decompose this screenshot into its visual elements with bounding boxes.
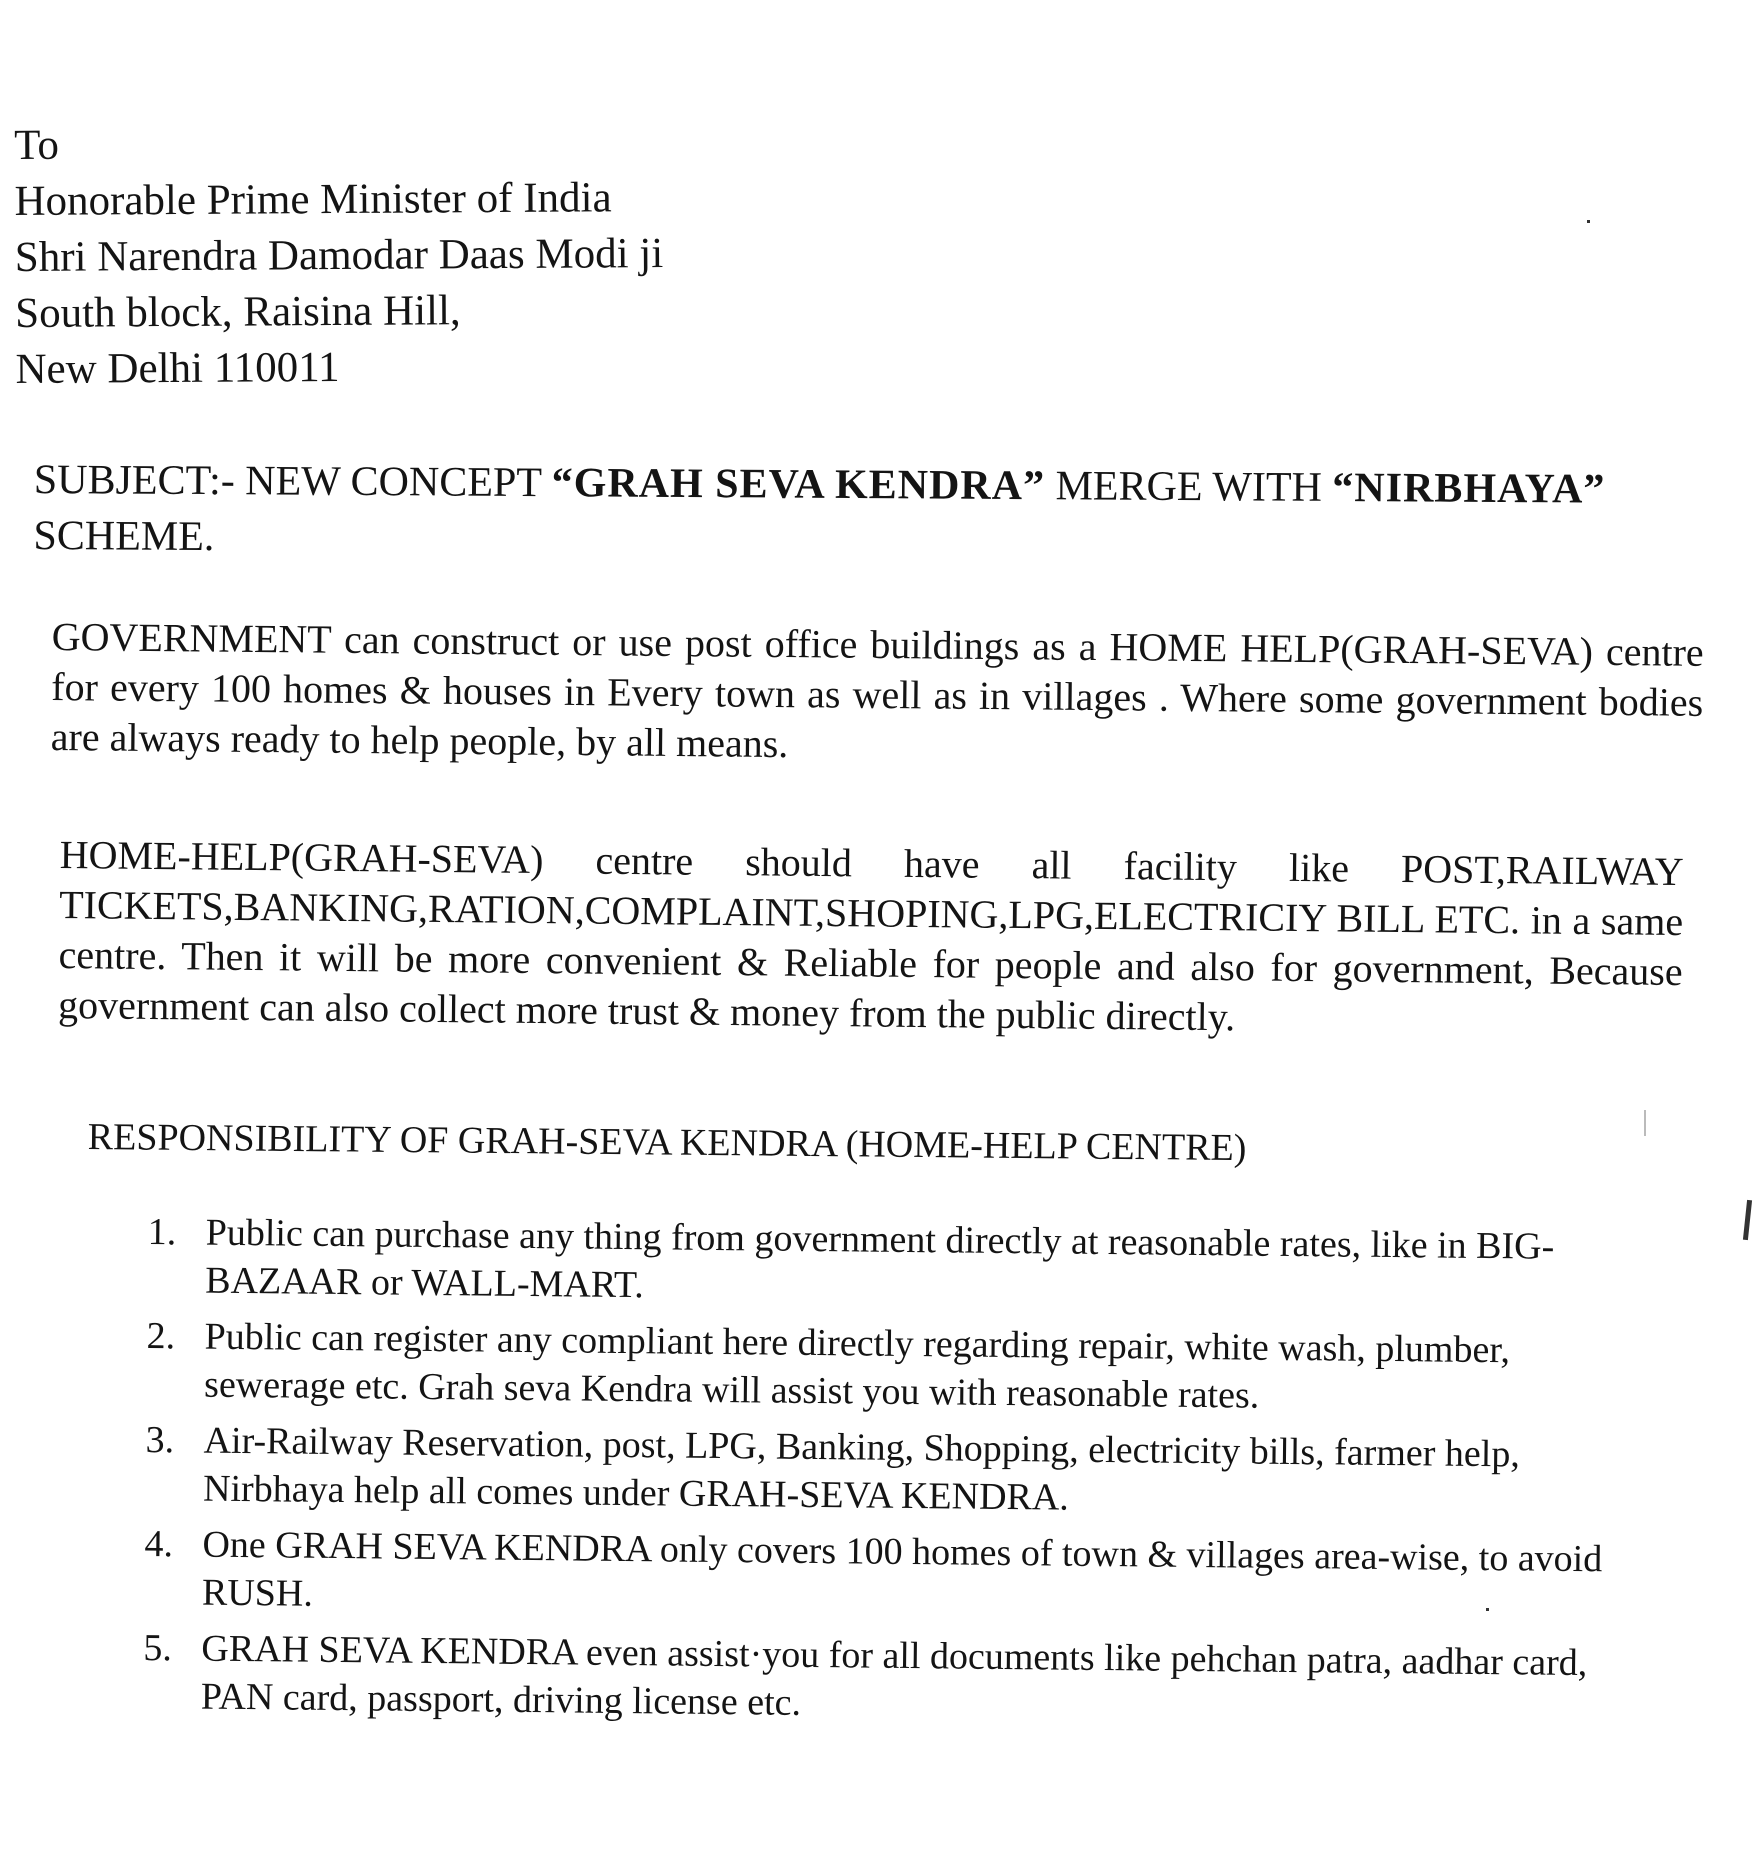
list-item-number: 1. (147, 1210, 177, 1254)
address-line-city: New Delhi 110011 (15, 344, 340, 393)
scan-speck (1587, 220, 1590, 223)
list-item-number: 5. (143, 1626, 173, 1670)
address-line-street: South block, Raisina Hill, (15, 287, 461, 337)
subject-middle: MERGE WITH (1044, 463, 1333, 511)
list-item-text: Public can register any compliant here directly regarding repair, white wash, plumber, sewerage etc. Grah seva Kendra will assist you with reasonable rates. (203, 1315, 1511, 1417)
responsibility-list (143, 1208, 1638, 1744)
list-item-number: 2. (146, 1314, 176, 1358)
address-line-title: Honorable Prime Minister of India (14, 174, 612, 225)
scan-speck (1486, 1608, 1489, 1611)
body-paragraph-2: HOME-HELP(GRAH-SEVA) centre should have all facility like POST,RAILWAY TICKETS,BANKING,RATION,COMPLAINT,SHOPING,LPG,ELECTRICIY BILL ETC. in a same centre. Then it will be more convenient & Reliable for people and also for government, Because government can also collect more trust & money from the public directly. (57, 831, 1684, 1040)
subject-line (33, 452, 1714, 574)
address-line-to: To (14, 121, 60, 169)
list-item (145, 1416, 1636, 1528)
list-item-text: One GRAH SEVA KENDRA only covers 100 homes of town & villages area-wise, to avoid RUSH. (201, 1523, 1603, 1615)
list-item-text: Public can purchase any thing from government directly at reasonable rates, like in BIG-BAZAAR or WALL-MART. (205, 1211, 1555, 1307)
list-item (144, 1520, 1635, 1632)
list-item (146, 1312, 1637, 1424)
list-item-text: Air-Railway Reservation, post, LPG, Banking, Shopping, electricity bills, farmer help, Nirbhaya help all comes under GRAH-SEVA KENDRA. (202, 1419, 1521, 1519)
subject-suffix: SCHEME. (33, 512, 215, 561)
list-item-number: 3. (145, 1418, 175, 1462)
list-item (143, 1624, 1634, 1736)
list-item-number: 4. (144, 1522, 174, 1566)
recipient-address (14, 114, 664, 398)
list-item-text: GRAH SEVA KENDRA even assist·you for all documents like pehchan patra, aadhar card, PAN card, passport, driving license etc. (200, 1627, 1588, 1724)
responsibility-heading: RESPONSIBILITY OF GRAH-SEVA KENDRA (HOME-HELP CENTRE) (87, 1115, 1247, 1170)
subject-prefix: SUBJECT:- NEW CONCEPT (33, 456, 552, 507)
scan-speck (1644, 1110, 1646, 1136)
scan-speck (1743, 1200, 1752, 1240)
list-item (147, 1208, 1638, 1320)
address-line-name: Shri Narendra Damodar Daas Modi ji (14, 230, 664, 281)
subject-nirbhaya: “NIRBHAYA” (1332, 464, 1606, 513)
subject-scheme-name: “GRAH SEVA KENDRA” (551, 460, 1046, 510)
body-paragraph-1: GOVERNMENT can construct or use post office buildings as a HOME HELP(GRAH-SEVA) centre for every 100 homes & houses in Every town as well as in villages . Where some government bodies are always ready to help people, by all means. (50, 613, 1704, 767)
